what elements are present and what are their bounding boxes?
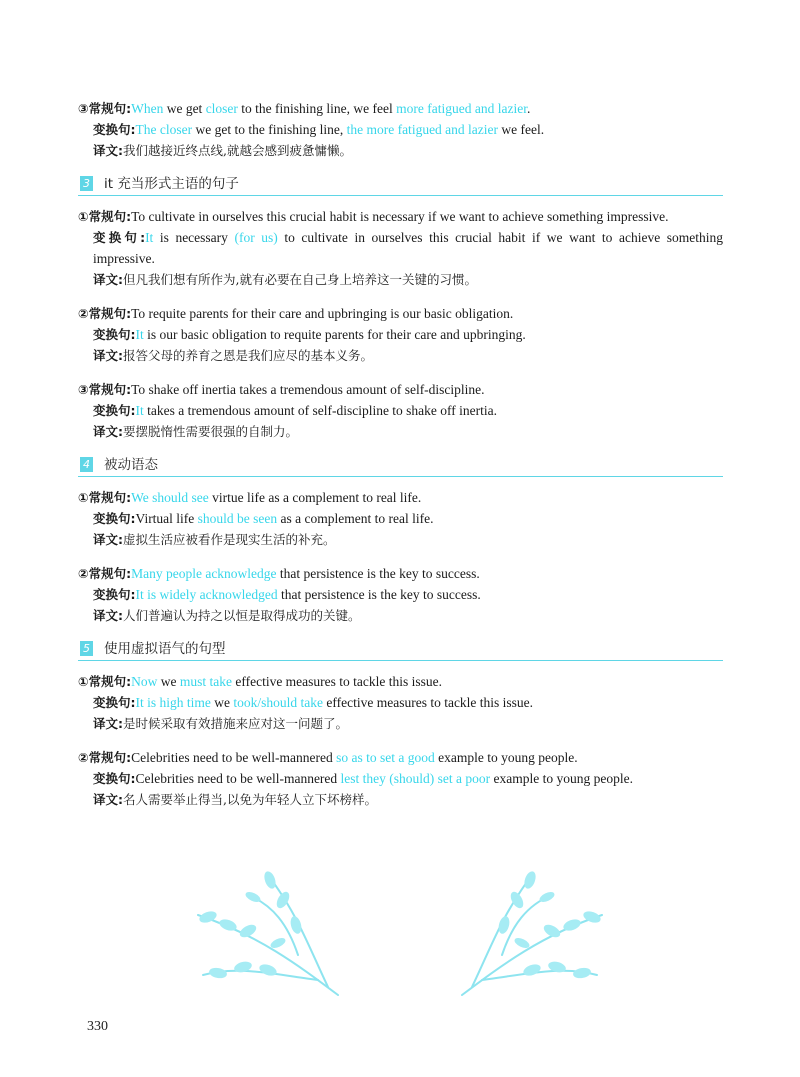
translation <box>78 605 723 626</box>
line-label: 译文: <box>93 143 123 158</box>
line-label: 译文: <box>93 792 123 807</box>
sentence-text: example to young people. <box>490 771 633 786</box>
line-label: 变换句: <box>93 230 146 245</box>
section-header <box>78 175 723 196</box>
item-number: ① <box>78 490 89 505</box>
line-label: 译文: <box>93 532 123 547</box>
sentence-text: To cultivate in ourselves this crucial habit is necessary if we want to achieve something impressive. <box>131 209 669 224</box>
line-label: 译文: <box>93 716 123 731</box>
sentence-text: takes a tremendous amount of self-discipline to shake off inertia. <box>143 403 498 418</box>
sentence-text: as a complement to real life. <box>277 511 434 526</box>
sentence-text: Virtual life <box>135 511 198 526</box>
highlighted-phrase: more fatigued and lazier <box>396 101 527 116</box>
sentence-text: is our basic obligation to requite parents for their care and upbringing. <box>143 327 526 342</box>
line-label: 变换句: <box>93 695 136 710</box>
translation-text: 我们越接近终点线,就越会感到疲惫慵懒。 <box>123 143 352 158</box>
line-label: 常规句: <box>88 101 132 116</box>
alt-sentence <box>78 768 723 789</box>
translation <box>78 421 723 442</box>
translation-text: 要摆脱惰性需要很强的自制力。 <box>123 424 299 439</box>
sentence-text: virtue life as a complement to real life. <box>208 490 422 505</box>
translation-text: 报答父母的养育之恩是我们应尽的基本义务。 <box>123 348 374 363</box>
sentence-group <box>78 563 723 626</box>
section-number-badge: 3 <box>80 176 93 191</box>
sentence-text: To requite parents for their care and upbringing is our basic obligation. <box>131 306 514 321</box>
sentence-text: effective measures to tackle this issue. <box>231 674 443 689</box>
sentence-text: is necessary <box>153 230 235 245</box>
line-label: 译文: <box>93 348 123 363</box>
section-number-badge: 5 <box>80 641 93 656</box>
item-number: ① <box>78 209 89 224</box>
line-label: 常规句: <box>88 750 132 765</box>
sentence-group <box>78 206 723 290</box>
highlighted-phrase: When <box>131 101 164 116</box>
sentence-group <box>78 671 723 734</box>
normal-sentence <box>78 98 723 119</box>
sentence-text: To shake off inertia takes a tremendous amount of self-discipline. <box>131 382 485 397</box>
section-title: 被动语态 <box>104 457 158 473</box>
line-label: 译文: <box>93 608 123 623</box>
sentence-text: we get <box>163 101 206 116</box>
item-number: ② <box>78 306 89 321</box>
sentence-text: Celebrities need to be well-mannered <box>131 750 337 765</box>
highlighted-phrase: took/should take <box>233 695 323 710</box>
highlighted-phrase: must take <box>179 674 232 689</box>
line-label: 常规句: <box>88 674 132 689</box>
alt-sentence <box>78 692 723 713</box>
alt-sentence <box>78 400 723 421</box>
alt-sentence <box>78 324 723 345</box>
line-label: 变换句: <box>93 771 136 786</box>
highlighted-phrase: Now <box>131 674 158 689</box>
sentence-group <box>78 487 723 550</box>
line-label: 常规句: <box>88 566 132 581</box>
sentence-text: Celebrities need to be well-mannered <box>135 771 341 786</box>
line-label: 变换句: <box>93 403 136 418</box>
normal-sentence <box>78 206 723 227</box>
leaf-branch-right-icon <box>452 855 622 1005</box>
sentence-text: we <box>210 695 234 710</box>
sentence-text: we <box>157 674 180 689</box>
translation <box>78 789 723 810</box>
leaf-branch-left-icon <box>178 855 348 1005</box>
highlighted-phrase: closer <box>205 101 238 116</box>
line-label: 变换句: <box>93 511 136 526</box>
line-label: 变换句: <box>93 122 136 137</box>
sentence-group <box>78 379 723 442</box>
translation <box>78 269 723 290</box>
translation <box>78 529 723 550</box>
sentence-text: to the finishing line, we feel <box>237 101 397 116</box>
highlighted-phrase: the more fatigued and lazier <box>346 122 499 137</box>
highlighted-phrase: It is widely acknowledged <box>135 587 278 602</box>
sentence-text: that persistence is the key to success. <box>276 566 480 581</box>
sentence-text: example to young people. <box>434 750 578 765</box>
highlighted-phrase: It is high time <box>135 695 211 710</box>
sentence-text: effective measures to tackle this issue. <box>323 695 534 710</box>
sentence-text: we get to the finishing line, <box>192 122 347 137</box>
section-header <box>78 640 723 661</box>
alt-sentence <box>78 119 723 140</box>
highlighted-phrase: (for us) <box>234 230 278 245</box>
sentence-text: . <box>526 101 531 116</box>
alt-sentence <box>78 508 723 529</box>
sentence-text: to cultivate in ourselves this crucial habit if we want to achieve something impressive. <box>93 230 723 266</box>
highlighted-phrase: We should see <box>131 490 209 505</box>
highlighted-phrase: lest they (should) set a poor <box>340 771 491 786</box>
translation-text: 虚拟生活应被看作是现实生活的补充。 <box>123 532 336 547</box>
highlighted-phrase: It <box>135 403 144 418</box>
highlighted-phrase: Many people acknowledge <box>131 566 277 581</box>
line-label: 常规句: <box>88 382 132 397</box>
item-number: ② <box>78 750 89 765</box>
sentence-group <box>78 747 723 810</box>
highlighted-phrase: should be seen <box>197 511 278 526</box>
line-label: 译文: <box>93 424 123 439</box>
translation <box>78 140 723 161</box>
highlighted-phrase: The closer <box>135 122 193 137</box>
translation-text: 但凡我们想有所作为,就有必要在自己身上培养这一关键的习惯。 <box>123 272 477 287</box>
translation <box>78 713 723 734</box>
normal-sentence <box>78 487 723 508</box>
page-number: 330 <box>87 1019 108 1034</box>
translation <box>78 345 723 366</box>
item-number: ② <box>78 566 89 581</box>
translation-text: 是时候采取有效措施来应对这一问题了。 <box>123 716 349 731</box>
item-number: ① <box>78 674 89 689</box>
alt-sentence <box>78 584 723 605</box>
sentence-group <box>78 303 723 366</box>
translation-text: 人们普遍认为持之以恒是取得成功的关键。 <box>123 608 361 623</box>
section-title: it 充当形式主语的句子 <box>104 176 239 192</box>
normal-sentence <box>78 303 723 324</box>
section-title: 使用虚拟语气的句型 <box>104 641 226 657</box>
highlighted-phrase: so as to set a good <box>336 750 435 765</box>
section-number-badge: 4 <box>80 457 93 472</box>
translation-text: 名人需要举止得当,以免为年轻人立下坏榜样。 <box>123 792 377 807</box>
line-label: 常规句: <box>88 209 132 224</box>
sentence-text: that persistence is the key to success. <box>277 587 481 602</box>
highlighted-phrase: It <box>135 327 144 342</box>
line-label: 译文: <box>93 272 123 287</box>
line-label: 常规句: <box>88 306 132 321</box>
highlighted-phrase: It <box>145 230 154 245</box>
normal-sentence <box>78 671 723 692</box>
sentence-text: we feel. <box>498 122 545 137</box>
item-number: ③ <box>78 101 89 116</box>
content-area <box>78 98 723 823</box>
alt-sentence <box>78 227 723 269</box>
line-label: 变换句: <box>93 327 136 342</box>
line-label: 常规句: <box>88 490 132 505</box>
item-number: ③ <box>78 382 89 397</box>
line-label: 变换句: <box>93 587 136 602</box>
normal-sentence <box>78 379 723 400</box>
section-header <box>78 456 723 477</box>
normal-sentence <box>78 563 723 584</box>
sentence-group <box>78 98 723 161</box>
normal-sentence <box>78 747 723 768</box>
